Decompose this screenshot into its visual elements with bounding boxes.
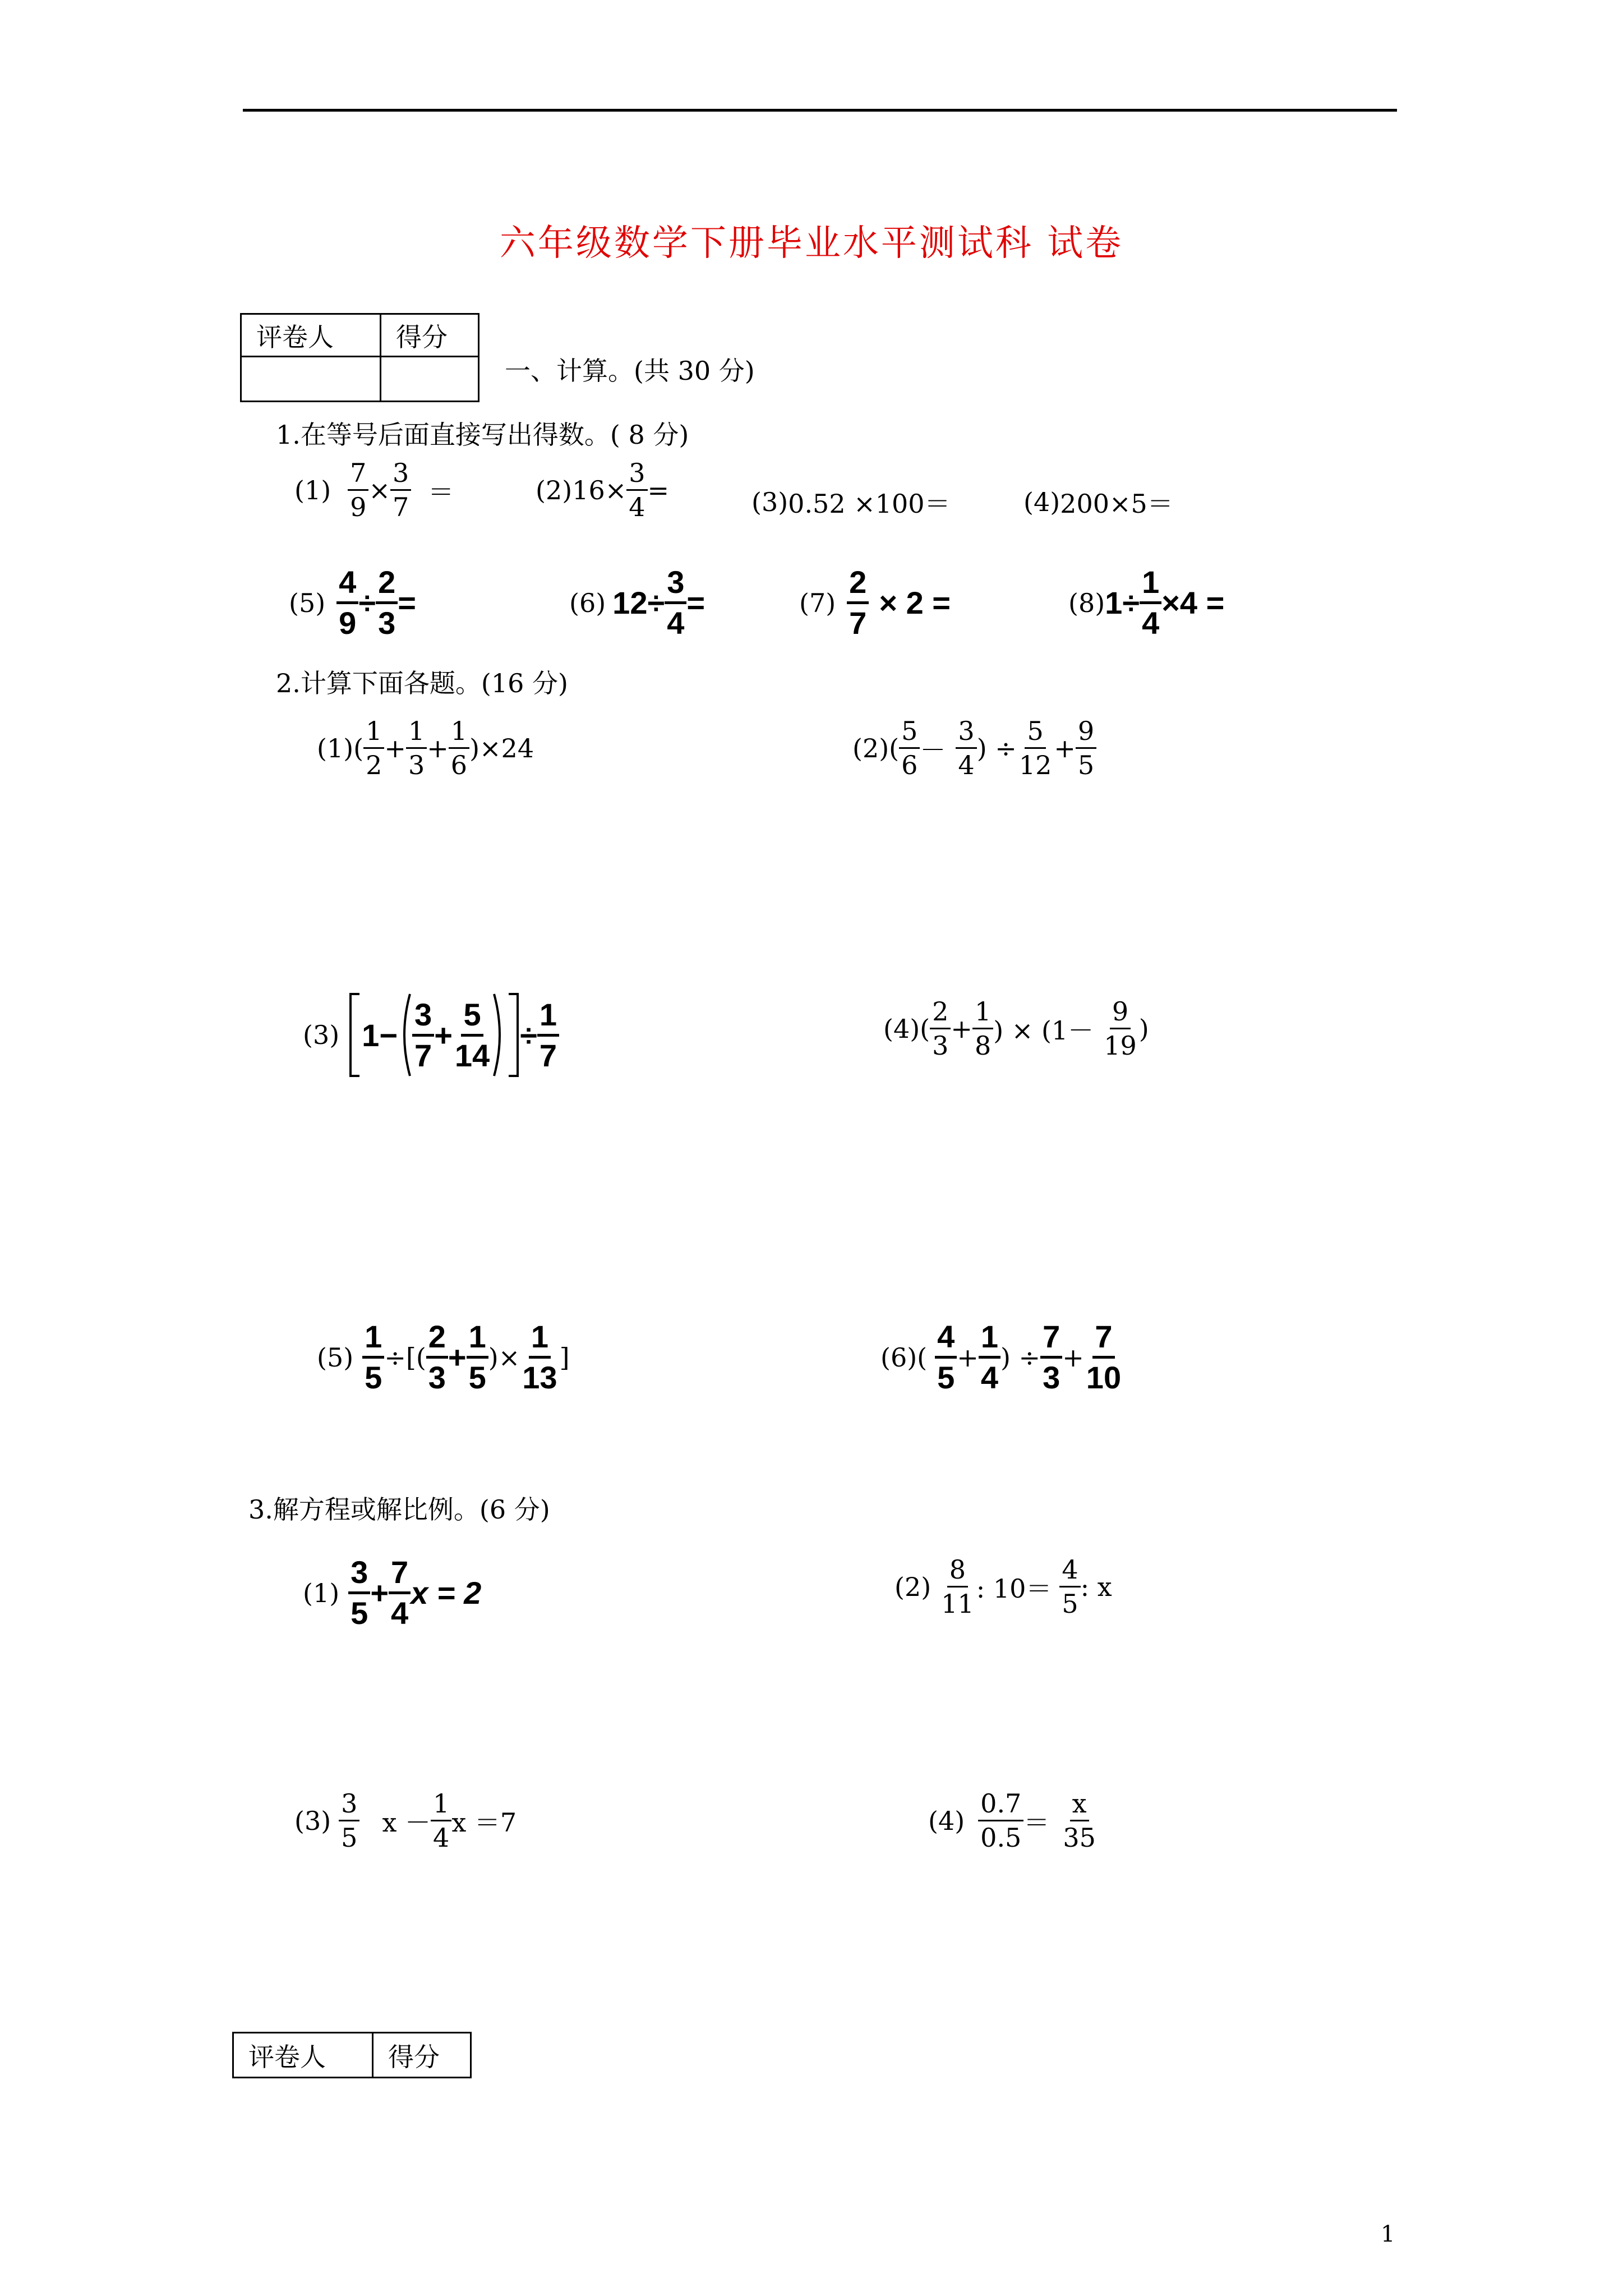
expression-text: 200×5＝: [1060, 489, 1173, 519]
q3-item-1: [303, 1554, 482, 1631]
fraction: $\frac{2}{3}$: [376, 567, 398, 639]
expression-text: ×4 =: [1161, 585, 1225, 620]
expression-text: ) ÷: [976, 733, 1017, 763]
item-label: (6): [569, 587, 606, 618]
fraction: $\frac{7}{10}$: [1086, 1319, 1122, 1395]
fraction: $\frac{2}{3}$: [426, 1321, 448, 1393]
score-table-reviewer-cell[interactable]: [241, 357, 381, 402]
expression-text: 1−: [362, 1017, 398, 1053]
item-label: (7): [799, 587, 836, 618]
item-label: (5): [289, 587, 326, 618]
expression-text: ) × (1－: [993, 1015, 1094, 1046]
fraction: $\frac{x}{35}$: [1063, 1788, 1096, 1853]
fraction: $\frac{2}{7}$: [847, 567, 869, 639]
q2-item-5: [317, 1321, 570, 1393]
q3-item-3: [294, 1788, 517, 1853]
q1-item-7: [799, 564, 951, 641]
q3-item-4: [928, 1788, 1098, 1853]
fraction: $\frac{1}{5}$: [467, 1321, 488, 1393]
q2-item-1: [317, 718, 534, 778]
fraction: $\frac{1}{4}$: [979, 1321, 1000, 1393]
section-one-heading: 一、计算。(共 30 分): [505, 356, 755, 386]
operator: ÷: [520, 1017, 537, 1053]
item-label: (8): [1068, 587, 1105, 618]
fraction: $\frac{3}{4}$: [665, 567, 686, 639]
expression-text: : x: [1080, 1571, 1112, 1602]
operator: +: [427, 733, 449, 763]
fraction: $\frac{1}{3}$: [406, 718, 427, 778]
expression-text: ÷[(: [384, 1342, 426, 1373]
item-label: (1): [317, 733, 354, 763]
operator: +: [370, 1575, 389, 1611]
score-table-reviewer-header: 评卷人: [241, 314, 381, 357]
fraction: $\frac{4}{9}$: [336, 567, 358, 639]
item-label: (2): [852, 733, 889, 763]
score-table: [240, 313, 479, 402]
fraction: $\frac{7}{3}$: [1040, 1321, 1062, 1393]
expression-text: 0.52 ×100＝: [788, 489, 951, 519]
right-paren: [492, 993, 506, 1077]
expression-text: ＝: [1023, 1807, 1050, 1838]
paren: ): [1138, 1013, 1149, 1044]
q1-item-8: [1068, 564, 1225, 641]
fraction: $\frac{3}{7}$: [390, 460, 411, 520]
item-label: (2): [536, 475, 573, 505]
operator: +: [951, 1013, 972, 1044]
fraction: $\frac{1}{4}$: [1140, 567, 1161, 639]
item-label: (1): [294, 475, 331, 505]
fraction: $\frac{4}{5}$: [935, 1321, 957, 1393]
expression-text: 12÷: [612, 585, 665, 620]
paren: (: [920, 1013, 930, 1044]
equals: =: [686, 585, 706, 620]
q2-item-6: [880, 1321, 1123, 1393]
paren: (: [353, 733, 364, 763]
fraction: $\frac{4}{5}$: [1059, 1557, 1080, 1617]
score-table-reviewer-header: 评卷人: [233, 2033, 373, 2078]
paren: (: [889, 733, 900, 763]
item-label: (2): [895, 1571, 932, 1602]
item-label: (4): [1023, 487, 1061, 517]
fraction: $\frac{5}{6}$: [899, 718, 920, 778]
score-table-score-header: 得分: [381, 314, 479, 357]
item-label: (4): [928, 1805, 965, 1836]
equals: ＝: [428, 476, 454, 507]
q2-item-2: [852, 718, 1096, 778]
bracket: ]: [559, 1342, 570, 1373]
q2-item-3: [303, 993, 559, 1077]
expression-text: ) ÷: [1000, 1342, 1041, 1373]
fraction: $\frac{1}{13}$: [522, 1319, 557, 1395]
fraction: $\frac{1}{5}$: [362, 1321, 384, 1393]
fraction: $\frac{1}{4}$: [431, 1791, 451, 1851]
score-table-2: [232, 2032, 472, 2078]
expression-text: × 2 =: [879, 585, 951, 620]
operator: +: [1054, 733, 1076, 763]
fraction: $\frac{5}{12}$: [1018, 716, 1052, 780]
fraction: $\frac{1}{7}$: [537, 999, 559, 1071]
question-2-heading: 2.计算下面各题。(16 分): [276, 668, 568, 698]
expression-text: 16×: [572, 475, 627, 505]
left-square-bracket: [348, 993, 362, 1077]
operator: ×: [368, 475, 390, 505]
q1-item-6: [569, 564, 706, 641]
expression-text: : 10＝: [976, 1573, 1052, 1604]
q1-item-3: [751, 484, 951, 521]
fraction: $\frac{9}{19}$: [1104, 996, 1137, 1061]
fraction: $\frac{9}{5}$: [1076, 718, 1096, 778]
item-label: (3): [303, 1020, 340, 1050]
equals: =: [647, 475, 670, 505]
expression-text: x ＝7: [451, 1807, 517, 1838]
q1-item-4: [1023, 484, 1173, 521]
fraction: $\frac{1}{8}$: [972, 999, 993, 1059]
fraction: $\frac{3}{5}$: [339, 1791, 359, 1851]
fraction: $\frac{3}{7}$: [412, 999, 434, 1071]
q1-item-1: [294, 460, 454, 520]
left-paren: [398, 993, 412, 1077]
question-3-heading: 3.解方程或解比例。(6 分): [248, 1494, 550, 1525]
page-number: 1: [1381, 2221, 1395, 2247]
equals: =: [398, 585, 416, 620]
fraction: $\frac{3}{4}$: [626, 460, 647, 520]
expression-text: x = 2: [411, 1575, 482, 1611]
operator: －: [920, 734, 946, 765]
fraction: $\frac{1}{6}$: [449, 718, 469, 778]
operator: +: [1062, 1342, 1084, 1373]
question-1-heading: 1.在等号后面直接写出得数。( 8 分): [276, 420, 689, 450]
score-table-score-header: 得分: [373, 2033, 471, 2078]
item-label: (6)(: [880, 1342, 928, 1373]
operator: +: [957, 1342, 979, 1373]
fraction: $\frac{5}{14}$: [454, 996, 490, 1073]
expression-text: 1÷: [1105, 585, 1140, 620]
fraction: $\frac{2}{3}$: [930, 999, 951, 1059]
item-label: (4): [883, 1013, 920, 1044]
q3-item-2: [895, 1554, 1112, 1619]
fraction: $\frac{3}{4}$: [956, 718, 976, 778]
item-label: (3): [751, 487, 789, 517]
fraction: $\frac{3}{5}$: [348, 1557, 370, 1629]
item-label: (3): [294, 1805, 331, 1836]
right-square-bracket: [506, 993, 520, 1077]
fraction: $\frac{1}{2}$: [363, 718, 384, 778]
fraction: $\frac{7}{4}$: [389, 1557, 411, 1629]
item-label: (1): [303, 1577, 340, 1608]
page-title: 六年级数学下册毕业水平测试科 试卷: [499, 223, 1124, 264]
header-rule: [243, 109, 1397, 112]
fraction: $\frac{7}{9}$: [348, 460, 368, 520]
q2-item-4: [883, 996, 1149, 1061]
expression-text: )×: [488, 1342, 520, 1373]
operator: +: [434, 1017, 453, 1053]
operator: ÷: [358, 585, 376, 620]
fraction: $\frac{8}{11}$: [941, 1554, 974, 1619]
score-table-score-cell[interactable]: [381, 357, 479, 402]
expression-text: )×24: [469, 733, 534, 763]
operator: +: [448, 1340, 467, 1375]
operator: +: [384, 733, 406, 763]
fraction: $\frac{0.7}{0.5}$: [978, 1791, 1023, 1851]
q1-item-5: [289, 564, 416, 641]
expression-text: x －: [382, 1807, 431, 1838]
q1-item-2: [536, 460, 669, 520]
item-label: (5): [317, 1342, 354, 1373]
